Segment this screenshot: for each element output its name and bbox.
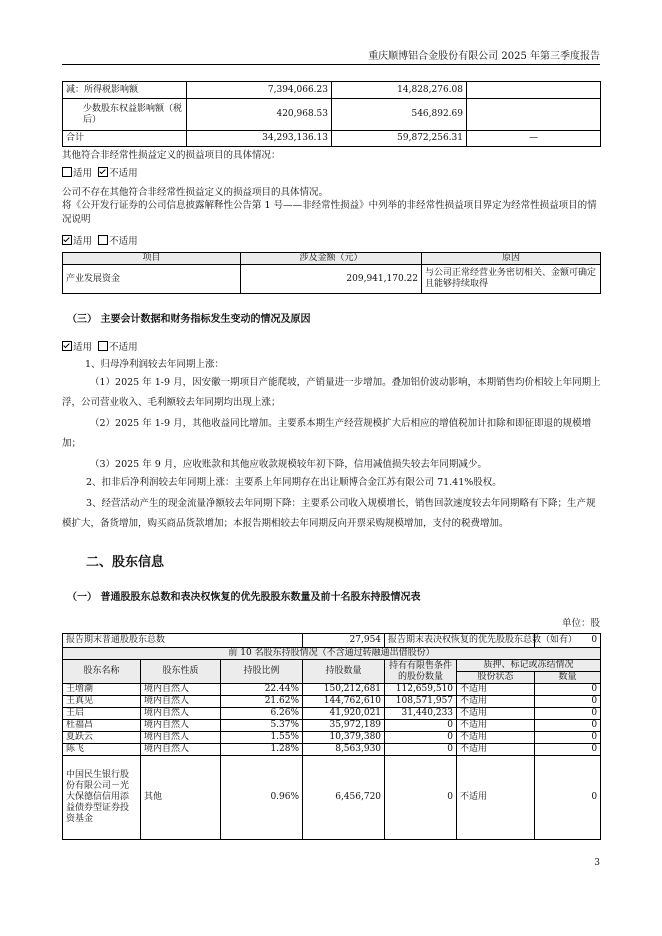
option-apply-label: 适用: [73, 168, 93, 179]
summary-value: 0: [535, 634, 601, 648]
pledge-state: 不适用: [457, 720, 535, 732]
row-label: 少数股东权益影响额（税后）: [63, 99, 187, 131]
pledge-quantity: 0: [535, 696, 601, 708]
holder-restricted: 108,571,957: [385, 696, 457, 708]
holder-name: 陈飞: [63, 744, 141, 756]
holder-nature: 境内自然人: [141, 696, 221, 708]
summary-value: 27,954: [303, 634, 385, 648]
section3-point1-3: （3）2025 年 9 月，应收账款和其他应收款规模较年初下降，信用减值损失较去年同期减少。: [90, 459, 487, 470]
header-cell: 质押、标记或冻结情况: [457, 660, 601, 672]
row-note: [467, 99, 601, 131]
table-row: [63, 82, 601, 99]
header-cell: 持股数量: [303, 660, 385, 684]
checkbox-na: [98, 341, 108, 351]
row-value: 7,394,066.23: [187, 82, 332, 99]
caption-row: [63, 648, 601, 660]
holder-nature: 其他: [141, 756, 221, 840]
table-header-row: [63, 253, 601, 265]
summary-row: [63, 634, 601, 648]
header-cell: 持股比例: [221, 660, 303, 684]
page-number: 3: [594, 858, 600, 868]
table-row: [63, 684, 601, 696]
header-cell: 原因: [422, 253, 601, 265]
holder-quantity: 10,379,380: [303, 732, 385, 744]
holder-nature: 境内自然人: [141, 732, 221, 744]
holder-restricted: 0: [385, 720, 457, 732]
table-row: [63, 744, 601, 756]
pledge-quantity: 0: [535, 756, 601, 840]
reclass-options: [62, 235, 138, 248]
header-cell: 持有有限售条件的股份数量: [385, 660, 457, 684]
reclass-table: [62, 252, 601, 294]
holder-nature: 境内自然人: [141, 744, 221, 756]
header-cell: 数量: [535, 672, 601, 684]
holder-ratio: 5.37%: [221, 720, 303, 732]
section3-options: [62, 341, 138, 354]
amount-cell: 209,941,170.22: [241, 265, 422, 294]
row-value: 14,828,276.08: [332, 82, 467, 99]
header-rule: [62, 64, 600, 65]
holder-nature: 境内自然人: [141, 708, 221, 720]
option-na-label: 不适用: [109, 342, 138, 353]
table-row: [63, 99, 601, 131]
holder-name: 中国民生银行股份有限公司－光大保德信信用添益债券型证券投资基金: [63, 756, 141, 840]
pledge-state: 不适用: [457, 732, 535, 744]
holder-quantity: 41,920,021: [303, 708, 385, 720]
holder-restricted: 0: [385, 732, 457, 744]
reason-cell: 与公司正常经营业务密切相关、金额可确定且能够持续取得: [422, 265, 601, 294]
pledge-state: 不适用: [457, 744, 535, 756]
other-items-intro: 其他符合非经常性损益定义的损益项目的具体情况：: [62, 150, 281, 161]
holder-ratio: 21.62%: [221, 696, 303, 708]
holder-ratio: 1.28%: [221, 744, 303, 756]
checkbox-na: [98, 235, 108, 245]
pledge-state: 不适用: [457, 696, 535, 708]
header-cell: 涉及金额（元）: [241, 253, 422, 265]
checkbox-apply-checked: [62, 341, 72, 351]
holder-name: 王真见: [63, 696, 141, 708]
header-cell: 股东名称: [63, 660, 141, 684]
holder-nature: 境内自然人: [141, 684, 221, 696]
holder-quantity: 150,212,681: [303, 684, 385, 696]
shareholder-table: [62, 633, 601, 840]
holder-restricted: 0: [385, 744, 457, 756]
shareholder-rows: [63, 684, 601, 840]
holder-restricted: 31,440,233: [385, 708, 457, 720]
row-note: [467, 82, 601, 99]
row-value: 420,968.53: [187, 99, 332, 131]
pledge-quantity: 0: [535, 708, 601, 720]
table-row: [63, 708, 601, 720]
holder-ratio: 1.55%: [221, 732, 303, 744]
table-row: [63, 696, 601, 708]
holder-restricted: 112,659,510: [385, 684, 457, 696]
pledge-quantity: 0: [535, 732, 601, 744]
page-header: 重庆顺博铝合金股份有限公司 2025 年第三季度报告: [368, 51, 600, 62]
non-recurring-table: [62, 81, 601, 147]
option-na-label: 不适用: [109, 236, 138, 247]
reclass-text: 将《公开发行证券的公司信息披露解释性公告第 1 号——非经常性损益》中列举的非经常性损益项目界定为经常性损益项目的情况说明: [62, 200, 597, 225]
pledge-quantity: 0: [535, 744, 601, 756]
row-value: 59,872,256.31: [332, 131, 467, 147]
option-apply-label: 适用: [73, 342, 93, 353]
checkbox-apply-checked: [62, 235, 72, 245]
option-na-label: 不适用: [109, 168, 138, 179]
holder-name: 夏跃云: [63, 732, 141, 744]
row-value: 546,892.69: [332, 99, 467, 131]
holder-ratio: 0.96%: [221, 756, 303, 840]
table-row: [63, 720, 601, 732]
section3-point2: 2、扣非后净利润较去年同期上涨：主要系上年同期存在出让顺博合金江苏有限公司 71.41%股权。: [86, 477, 502, 488]
summary-label: 报告期末表决权恢复的优先股股东总数（如有）: [385, 634, 535, 648]
holder-name: 王增潮: [63, 684, 141, 696]
table-header-row: [63, 660, 601, 672]
table-row: [63, 265, 601, 294]
pledge-quantity: 0: [535, 684, 601, 696]
holder-ratio: 22.44%: [221, 684, 303, 696]
pledge-state: 不适用: [457, 708, 535, 720]
section3-point3: 3、经营活动产生的现金流量净额较去年同期下降：主要系公司收入规模增长，销售回款速度较去年同期略有下降；生产规模扩大，备货增加，购买商品货款增加；本报告期相较去年同期反向开票采购规模增加，支付的税费增加。: [62, 498, 596, 529]
other-items-options: [62, 167, 138, 180]
section3-point1: 1、归母净利润较去年同期上涨：: [85, 359, 225, 370]
pledge-state: 不适用: [457, 684, 535, 696]
holder-nature: 境内自然人: [141, 720, 221, 732]
unit-label: 单位：股: [561, 618, 600, 629]
holder-quantity: 8,563,930: [303, 744, 385, 756]
holder-restricted: 0: [385, 756, 457, 840]
top10-caption: 前 10 名股东持股情况（不含通过转融通出借股份）: [63, 648, 601, 660]
pledge-state: 不适用: [457, 756, 535, 840]
header-cell: 项目: [63, 253, 241, 265]
table-row: [63, 131, 601, 147]
table-row: [63, 756, 601, 840]
section3-title: （三） 主要会计数据和财务指标发生变动的情况及原因: [67, 314, 311, 325]
header-cell: 股东性质: [141, 660, 221, 684]
table-row: [63, 732, 601, 744]
pledge-quantity: 0: [535, 720, 601, 732]
checkbox-apply: [62, 167, 72, 177]
holder-quantity: 144,762,610: [303, 696, 385, 708]
section-two-title: 二、股东信息: [86, 555, 165, 570]
item-cell: 产业发展资金: [63, 265, 241, 294]
section3-point1-1: （1）2025 年 1-9 月，因安徽一期项目产能爬坡，产销量进一步增加。叠加铝价波动影响，本期销售均价相较上年同期上浮，公司营业收入、毛利额较去年同期均出现上涨；: [62, 377, 601, 408]
holder-name: 杜福昌: [63, 720, 141, 732]
row-value: 34,293,136.13: [187, 131, 332, 147]
holder-quantity: 35,972,189: [303, 720, 385, 732]
holder-name: 王启: [63, 708, 141, 720]
summary-label: 报告期末普通股股东总数: [63, 634, 303, 648]
header-cell: 股份状态: [457, 672, 535, 684]
row-label: 减：所得税影响额: [63, 82, 187, 99]
holder-ratio: 6.26%: [221, 708, 303, 720]
row-note: —: [467, 131, 601, 147]
row-label: 合计: [63, 131, 187, 147]
option-apply-label: 适用: [73, 236, 93, 247]
section3-point1-2: （2）2025 年 1-9 月，其他收益同比增加。主要系本期生产经营规模扩大后相应的增值税加计扣除和即征即退的规模增加；: [62, 418, 592, 449]
other-items-text: 公司不存在其他符合非经常性损益定义的损益项目的具体情况。: [62, 187, 329, 198]
section-two-subtitle: （一） 普通股股东总数和表决权恢复的优先股股东数量及前十名股东持股情况表: [67, 592, 421, 603]
holder-quantity: 6,456,720: [303, 756, 385, 840]
checkbox-na-checked: [98, 167, 108, 177]
